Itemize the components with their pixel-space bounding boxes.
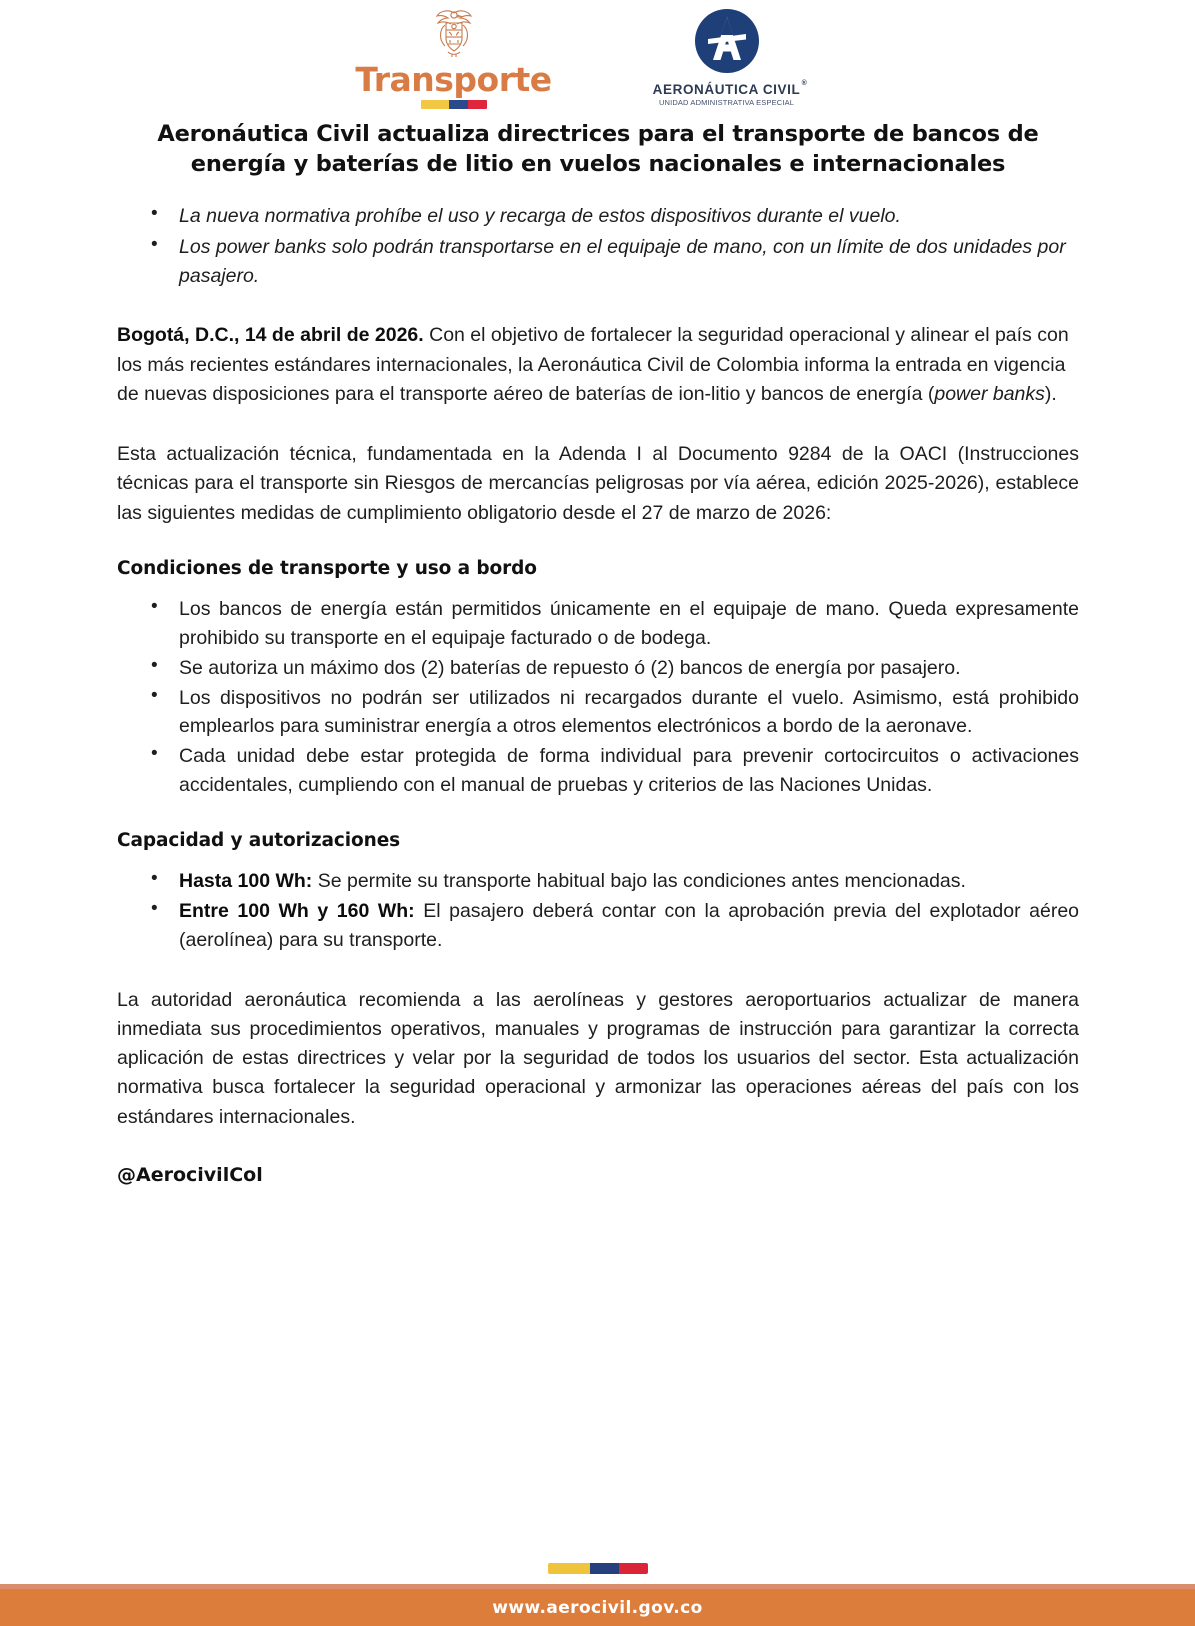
colombia-flag-footer-icon: [548, 1563, 648, 1574]
colombia-flag-bar: [421, 100, 487, 109]
aerocivil-name: [652, 80, 808, 97]
footer-url[interactable]: www.aerocivil.gov.co: [492, 1597, 703, 1618]
list-item: • Se autoriza un máximo dos (2) baterías de repuesto ó (2) bancos de energía por pasajero.: [175, 654, 1079, 683]
colombia-coat-of-arms-icon: [426, 6, 482, 62]
capacity-bullet-list: [117, 867, 1079, 955]
ministry-wordmark: Transporte: [355, 60, 552, 99]
list-item: [175, 867, 1079, 896]
aerocivil-name-text: AERONÁUTICA CIVIL: [652, 82, 801, 97]
paragraph-2: Esta actualización técnica, fundamentada en la Adenda I al Documento 9284 de la OACI (Instrucciones técnicas para el transporte sin Riesgos de mercancías peligrosas por vía aérea, edición 2025-2026), establece las siguientes medidas de cumplimiento obligatorio desde el 27 de marzo de 2026:: [117, 443, 1079, 524]
closing-paragraph: La autoridad aeronáutica recomienda a las aerolíneas y gestores aeroportuarios actualizar de manera inmediata sus procedimientos operativos, manuales y programas de instrucción para garantizar la correcta aplicación de estas directrices y velar por la seguridad de todos los usuarios del sector. Esta actualización normativa busca fortalecer la seguridad operacional y armonizar las operaciones aéreas del país con los estándares internacionales.: [117, 988, 1079, 1128]
document-header: [0, 0, 1195, 112]
lead-bullet-list: [117, 202, 1079, 291]
aerocivil-logo: [612, 6, 842, 107]
ministry-of-transport-logo: [354, 6, 554, 109]
section-heading-conditions: Condiciones de transporte y uso a bordo: [117, 557, 537, 579]
paragraph-1-rest: Con el objetivo de fortalecer la seguridad operacional y alinear el país con los más recientes estándares internacionales, la Aeronáutica Civil de Colombia informa la entrada en vigencia de nuevas disposiciones para el transporte aéreo de baterías de ion-litio y bancos de energía (: [117, 324, 1069, 405]
capacity-label: Entre 100 Wh y 160 Wh:: [179, 899, 415, 922]
document-body: [0, 120, 1195, 1186]
dateline: Bogotá, D.C., 14 de abril de 2026.: [117, 324, 424, 347]
section-heading-capacity: Capacidad y autorizaciones: [117, 829, 401, 851]
dateline-paragraph: [117, 321, 1079, 409]
capacity-text: Se permite su transporte habitual bajo las condiciones antes mencionadas.: [312, 869, 966, 892]
list-item: • Cada unidad debe estar protegida de forma individual para prevenir cortocircuitos o activaciones accidentales, cumpliendo con el manual de pruebas y criterios de las Naciones Unidas.: [175, 742, 1079, 800]
aerocivil-subtitle: UNIDAD ADMINISTRATIVA ESPECIAL: [658, 98, 795, 107]
aerocivil-a-badge-icon: [694, 8, 760, 79]
list-item: • Los dispositivos no podrán ser utilizados ni recargados durante el vuelo. Asimismo, está prohibido emplearlos para suministrar energía a otros elementos electrónicos a bordo de la aeronave.: [175, 684, 1079, 742]
document-footer: [0, 1563, 1195, 1626]
paragraph-1-tail: ).: [1044, 382, 1057, 405]
list-item: [175, 897, 1079, 955]
list-item: • Los power banks solo podrán transportarse en el equipaje de mano, con un límite de dos unidades por pasajero.: [175, 233, 1079, 291]
list-item: • Los bancos de energía están permitidos únicamente en el equipaje de mano. Queda expresamente prohibido su transporte en el equipaje facturado o de bodega.: [175, 595, 1079, 653]
page-title: Aeronáutica Civil actualiza directrices para el transporte de bancos de energía y baterías de litio en vuelos nacionales e internacionales: [157, 121, 1039, 177]
footer-url-bar: [0, 1589, 1195, 1626]
capacity-label: Hasta 100 Wh:: [179, 869, 313, 892]
list-item: • La nueva normativa prohíbe el uso y recarga de estos dispositivos durante el vuelo.: [175, 202, 1079, 231]
social-handle: @AerocivilCol: [117, 1163, 263, 1186]
conditions-bullet-list: [117, 595, 1079, 800]
registered-mark-icon: ®: [801, 80, 808, 87]
paragraph-1-italic-term: power banks: [934, 382, 1045, 405]
capacity-text: El pasajero deberá contar con la aprobación previa del explotador aéreo (aerolínea) para su transporte.: [179, 899, 1080, 951]
